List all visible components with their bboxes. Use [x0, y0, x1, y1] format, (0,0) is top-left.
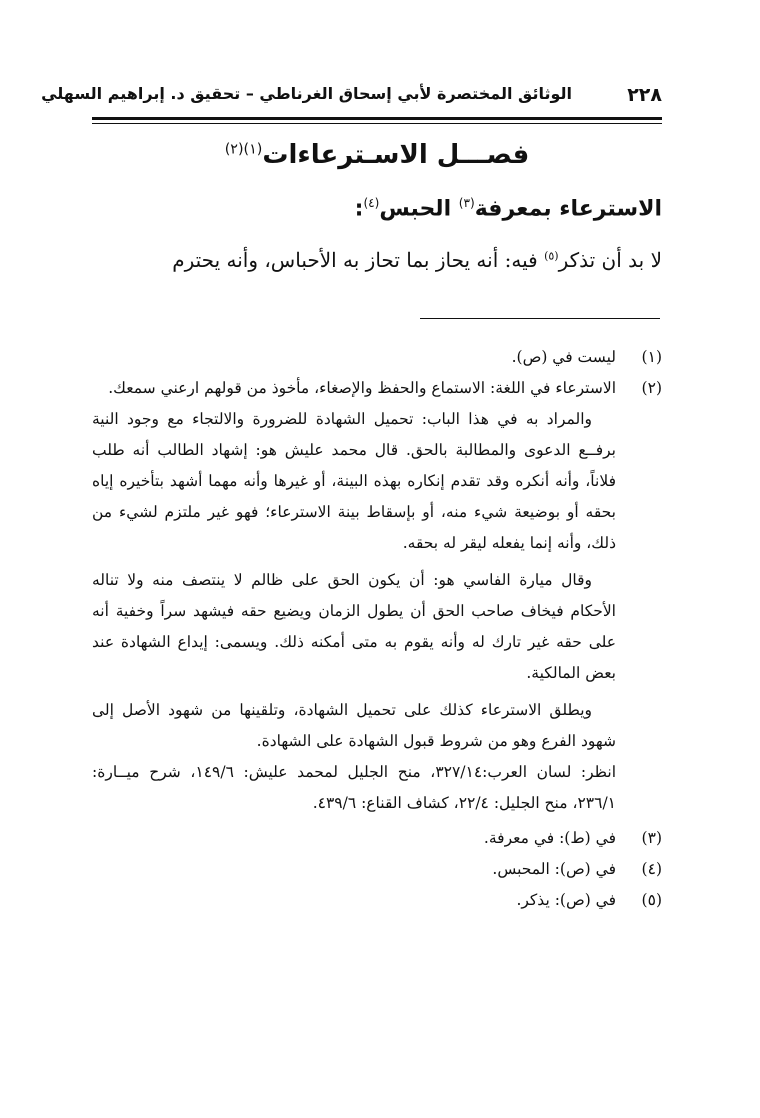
subheading-part-b: الحبس	[379, 196, 459, 222]
footnote-number: (٥)	[641, 891, 662, 909]
footnote-2-references: انظر: لسان العرب:٣٢٧/١٤، منح الجليل لمحمد عليش: ١٤٩/٦، شرح ميــارة: ٢٣٦/١، منح الجليل: ٢٢/٤، كشاف القناع: ٤٣٩/٦.	[92, 763, 617, 812]
section-title	[92, 140, 662, 170]
body-text-part-a: لا بد أن تذكر	[558, 248, 662, 272]
footnote-2	[92, 373, 662, 819]
body-text	[102, 248, 662, 272]
subheading-ref-a: (٣)	[458, 196, 475, 210]
footnote-2-paragraph-1: والمراد به في هذا الباب: تحميل الشهادة للضرورة والالتجاء مع وجود النية برفــع الدعوى والمطالبة بالحق. قال محمد عليش هو: إشهاد الطالب أنه طلب فلاناً، وأنه أنكره وقد تقدم إنكاره بهذه البينة، أو غيرها وأنه مهما أشهد بتأخيره إياه بحقه أو بوضيعة شيء منه، أو بإسقاط بينة الاسترعاء؛ فهو غير ملتزم لشيء من ذلك، وأنه إنما يفعله ليقر له بحقه.	[92, 410, 616, 552]
subheading	[355, 196, 662, 221]
page-number: ٢٢٨	[627, 84, 662, 106]
section-title-text: فصـــل الاسـترعاءات	[262, 140, 530, 170]
footnote-separator	[420, 318, 660, 319]
header-rule-thick	[92, 117, 662, 120]
footnote-number: (٣)	[641, 829, 662, 847]
body-text-part-b: فيه: أنه يحاز بما تحاز به الأحباس، وأنه يحترم	[172, 248, 545, 272]
footnotes	[92, 342, 662, 916]
body-ref-a: (٥)	[544, 249, 559, 263]
header-rule-thin	[92, 123, 662, 124]
subheading-ref-b: (٤)	[363, 196, 380, 210]
footnote-2-paragraph-3: ويطلق الاسترعاء كذلك على تحميل الشهادة، وتلقينها من شهود الأصل إلى شهود الفرع وهو من شروط قبول الشهادة على الشهادة.	[92, 701, 616, 750]
footnote-text: في (ص): يذكر.	[516, 891, 616, 909]
running-header	[41, 84, 662, 116]
footnote-3	[92, 823, 662, 854]
footnote-text: في (ص): المحبس.	[492, 860, 616, 878]
footnote-1	[92, 342, 662, 373]
footnote-5	[92, 885, 662, 916]
footnote-number: (١)	[641, 348, 662, 366]
running-header-title: الوثائق المختصرة لأبي إسحاق الغرناطي – تحقيق د. إبراهيم السهلي	[41, 84, 572, 103]
footnote-number: (٤)	[641, 860, 662, 878]
footnote-number: (٢)	[641, 379, 662, 397]
subheading-part-c: :	[354, 196, 364, 222]
footnote-4	[92, 854, 662, 885]
footnote-text: في (ط): في معرفة.	[483, 829, 616, 847]
footnote-2-definition: الاسترعاء في اللغة: الاستماع والحفظ والإصغاء، مأخوذ من قولهم ارعني سمعك.	[108, 379, 616, 397]
subheading-part-a: الاسترعاء بمعرفة	[474, 196, 662, 222]
section-title-refs: (١)(٢)	[224, 141, 263, 158]
footnote-text: ليست في (ص).	[511, 348, 616, 366]
footnote-2-paragraph-2: وقال ميارة الفاسي هو: أن يكون الحق على ظالم لا ينتصف منه ولا تناله الأحكام فيخاف صاحب الحق أن يطول الزمان ويضيع حقه فيشهد سراً وخفية أنه على حقه غير تارك له وأنه يقوم به متى أمكنه ذلك. ويسمى: إيداع الشهادة عند بعض المالكية.	[92, 571, 616, 682]
